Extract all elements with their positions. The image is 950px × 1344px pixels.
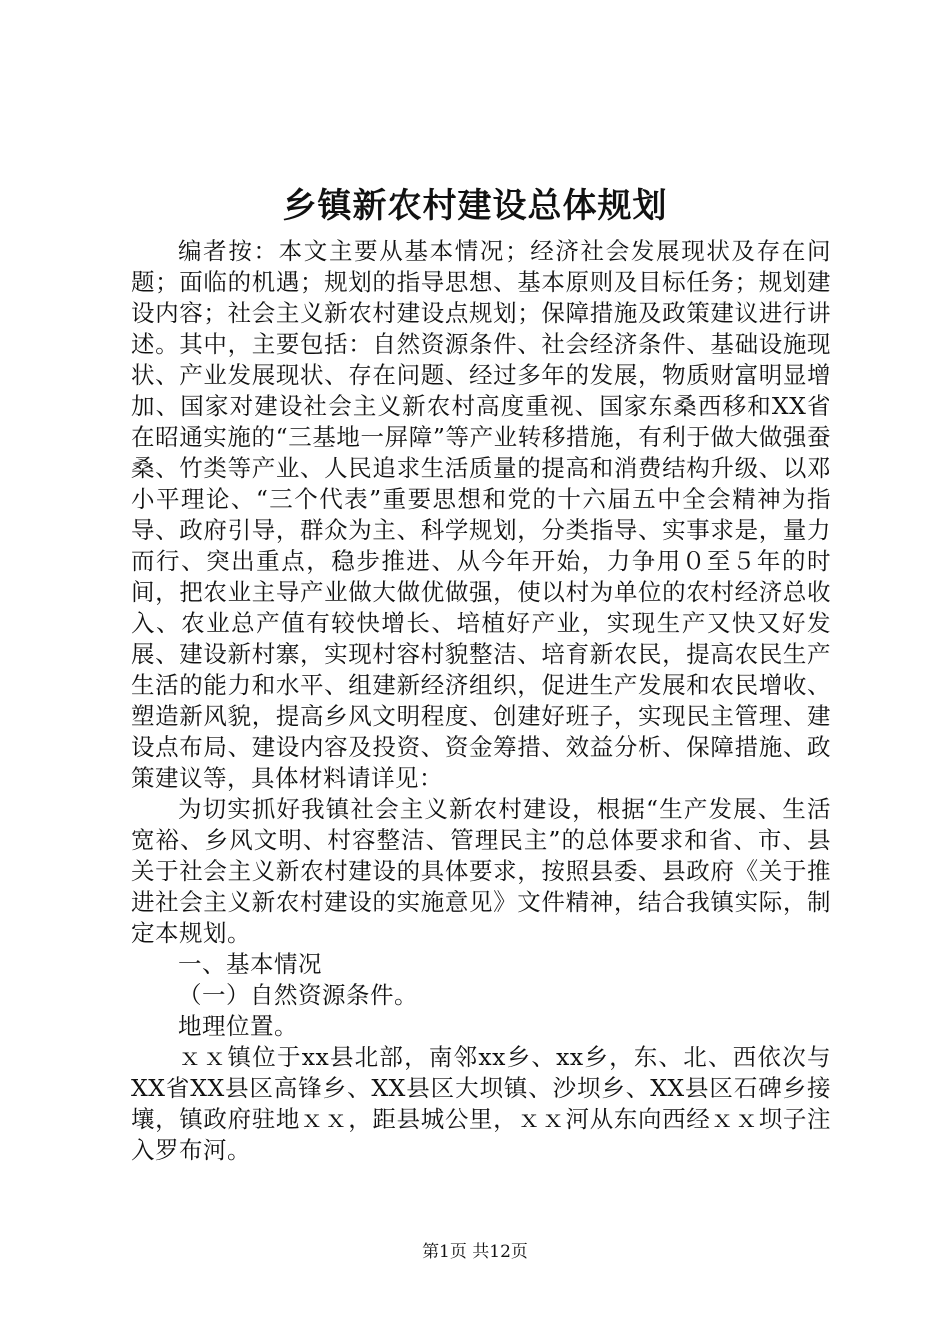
intro-paragraph: 为切实抓好我镇社会主义新农村建设，根据“生产发展、生活宽裕、乡风文明、村容整洁、管理民主”的总体要求和省、市、县关于社会主义新农村建设的具体要求，按照县委、县政府《关于推进社会主义新农村建设的实施意见》文件精神，结合我镇实际，制定本规划。 [131, 795, 831, 947]
topic-heading: 地理位置。 [178, 1012, 298, 1040]
editor-note-paragraph: 编者按：本文主要从基本情况；经济社会发展现状及存在问题；面临的机遇；规划的指导思想、基本原则及目标任务；规划建设内容；社会主义新农村建设点规划；保障措施及政策建议进行讲述。其中，主要包括：自然资源条件、社会经济条件、基础设施现状、产业发展现状、存在问题、经过多年的发展，物质财富明显增加、国家对建设社会主义新农村高度重视、国家东桑西移和XX省在昭通实施的“三基地一屏障”等产业转移措施，有利于做大做强蚕桑、竹类等产业、人民追求生活质量的提高和消费结构升级、以邓小平理论、“三个代表”重要思想和党的十六届五中全会精神为指导、政府引导，群众为主、科学规划，分类指导、实事求是，量力而行、突出重点，稳步推进、从今年开始，力争用０至５年的时间，把农业主导产业做大做优做强，使以村为单位的农村经济总收入、农业总产值有较快增长、培植好产业，实现生产又快又好发展、建设新村寨，实现村容村貌整洁、培育新农民，提高农民生产生活的能力和水平、组建新经济组织，促进生产发展和农民增收、塑造新风貌，提高乡风文明程度、创建好班子，实现民主管理、建设点布局、建设内容及投资、资金筹措、效益分析、保障措施、政策建议等，具体材料请详见： [131, 237, 831, 792]
section-heading: 一、基本情况 [178, 950, 322, 978]
page-number: 第1页 共12页 [422, 1242, 528, 1262]
document-title: 乡镇新农村建设总体规划 [282, 186, 668, 226]
subsection-heading: （一）自然资源条件。 [178, 981, 418, 1009]
location-paragraph: ｘｘ镇位于xx县北部，南邻xx乡、xx乡，东、北、西依次与XX省XX县区高锋乡、XX县区大坝镇、沙坝乡、XX县区石碑乡接壤，镇政府驻地ｘｘ，距县城公里，ｘｘ河从东向西经ｘｘ坝子注入罗布河。 [131, 1043, 831, 1164]
document-body [131, 236, 831, 1166]
